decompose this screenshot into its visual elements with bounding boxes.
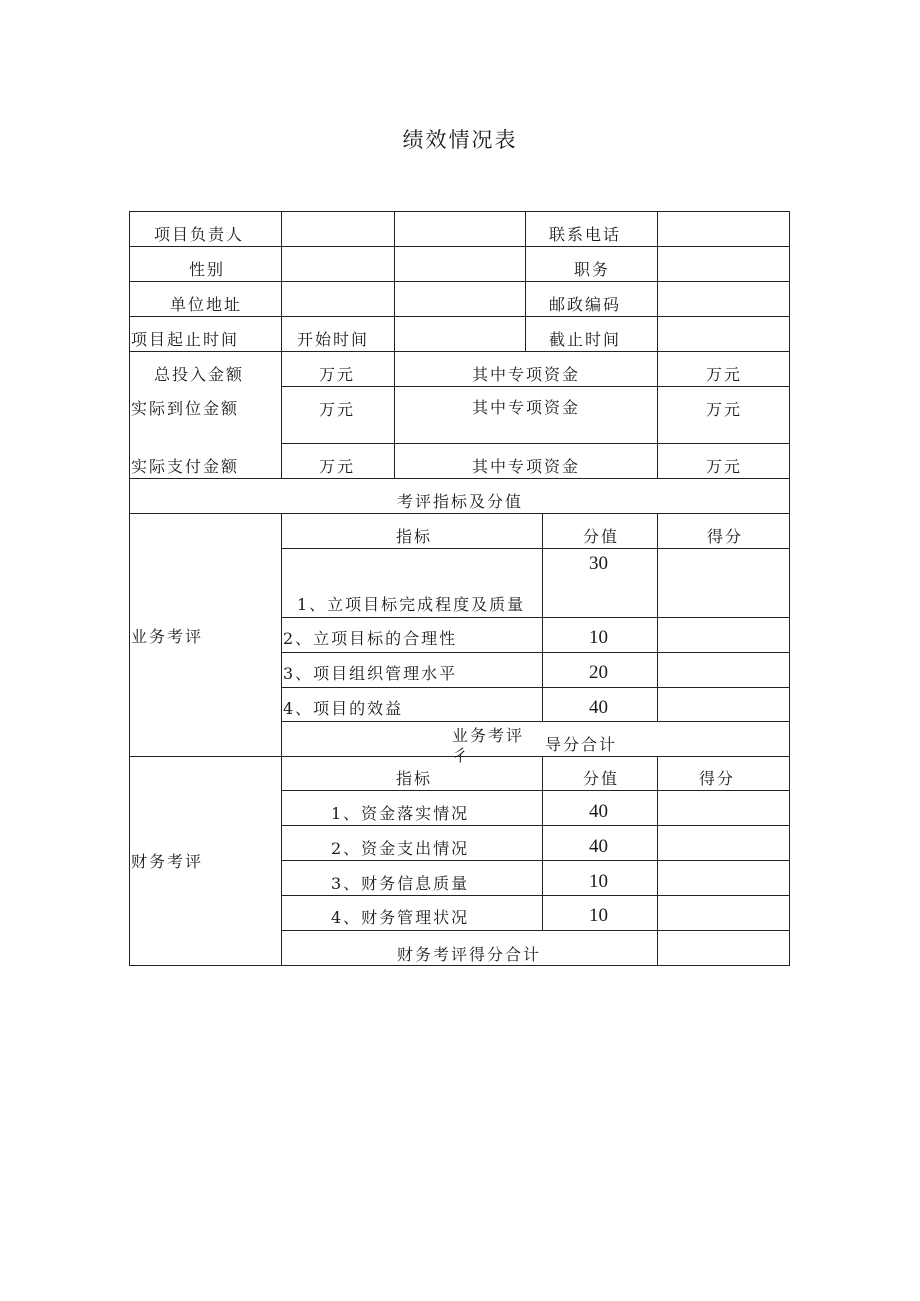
label-actual-arrived: 实际到位金额: [131, 399, 240, 418]
evaluation-header: 考评指标及分值: [397, 492, 524, 511]
row-line: [129, 281, 790, 282]
row-line: [281, 930, 790, 931]
label-actual-paid: 实际支付金额: [131, 457, 240, 476]
col-line: [281, 513, 282, 966]
finance-score-2: 40: [589, 836, 608, 857]
business-col-got: 得分: [707, 527, 744, 546]
col-line: [281, 211, 282, 478]
border-left: [129, 211, 130, 966]
finance-indicator-4: 4、财务管理状况: [331, 908, 470, 927]
business-score-1: 30: [589, 553, 608, 574]
label-period: 项目起止时间: [131, 330, 240, 349]
row-line: [281, 548, 790, 549]
label-special-fund-2: 其中专项资金: [472, 398, 581, 417]
finance-col-got: 得分: [699, 769, 736, 788]
label-postcode: 邮政编码: [549, 295, 622, 314]
label-manager: 项目负责人: [154, 225, 245, 244]
border-bottom: [129, 965, 790, 966]
row-line: [129, 246, 790, 247]
business-indicator-2: 2、立项目标的合理性: [283, 629, 458, 648]
label-address: 单位地址: [170, 295, 243, 314]
row-line: [129, 316, 790, 317]
business-col-score: 分值: [583, 527, 620, 546]
row-line: [281, 617, 790, 618]
business-evaluation-label: 业务考评: [131, 627, 204, 646]
row-line: [129, 513, 790, 514]
business-score-2: 10: [589, 627, 608, 648]
business-total-label-part1: 业务考评: [452, 726, 525, 745]
unit-paid: 万元: [319, 457, 356, 476]
business-score-3: 20: [589, 662, 608, 683]
label-phone: 联系电话: [549, 225, 622, 244]
row-line: [281, 860, 790, 861]
row-line: [281, 790, 790, 791]
col-line: [542, 756, 543, 930]
finance-indicator-3: 3、财务信息质量: [331, 874, 470, 893]
col-line: [525, 211, 526, 351]
finance-col-score: 分值: [583, 769, 620, 788]
label-special-fund-1: 其中专项资金: [472, 365, 581, 384]
finance-total-label: 财务考评得分合计: [397, 945, 542, 964]
unit-total: 万元: [319, 365, 356, 384]
business-score-4: 40: [589, 697, 608, 718]
row-line: [281, 443, 790, 444]
business-indicator-4: 4、项目的效益: [283, 699, 404, 718]
business-indicator-3: 3、项目组织管理水平: [283, 664, 458, 683]
unit-special-1: 万元: [706, 365, 743, 384]
business-total-label-part1b: 彳: [452, 746, 471, 765]
label-special-fund-3: 其中专项资金: [472, 457, 581, 476]
finance-col-indicator: 指标: [396, 769, 433, 788]
label-gender: 性别: [189, 260, 226, 279]
business-col-indicator: 指标: [396, 527, 433, 546]
col-line: [657, 211, 658, 478]
finance-score-4: 10: [589, 905, 608, 926]
border-right: [789, 211, 790, 966]
page-title: 绩效情况表: [402, 128, 518, 152]
row-line: [281, 825, 790, 826]
row-line: [129, 351, 790, 352]
row-line: [281, 386, 790, 387]
finance-indicator-2: 2、资金支出情况: [331, 839, 470, 858]
unit-arrived: 万元: [319, 400, 356, 419]
label-end-time: 截止时间: [549, 330, 622, 349]
unit-special-3: 万元: [706, 457, 743, 476]
row-line: [129, 478, 790, 479]
unit-special-2: 万元: [706, 400, 743, 419]
finance-score-3: 10: [589, 871, 608, 892]
label-start-time: 开始时间: [297, 330, 370, 349]
row-line: [281, 721, 790, 722]
label-total-investment: 总投入金额: [154, 365, 245, 384]
row-line: [281, 652, 790, 653]
finance-evaluation-label: 财务考评: [131, 852, 204, 871]
business-indicator-1: 1、立项目标完成程度及质量: [297, 595, 526, 614]
col-line: [657, 756, 658, 966]
col-line: [394, 211, 395, 478]
business-total-label-part2: 导分合计: [545, 735, 618, 754]
row-line: [281, 687, 790, 688]
finance-indicator-1: 1、资金落实情况: [331, 804, 470, 823]
label-position: 职务: [574, 260, 611, 279]
business-total-clip: [440, 724, 540, 765]
finance-score-1: 40: [589, 801, 608, 822]
border-top: [129, 211, 790, 212]
row-line: [281, 895, 790, 896]
